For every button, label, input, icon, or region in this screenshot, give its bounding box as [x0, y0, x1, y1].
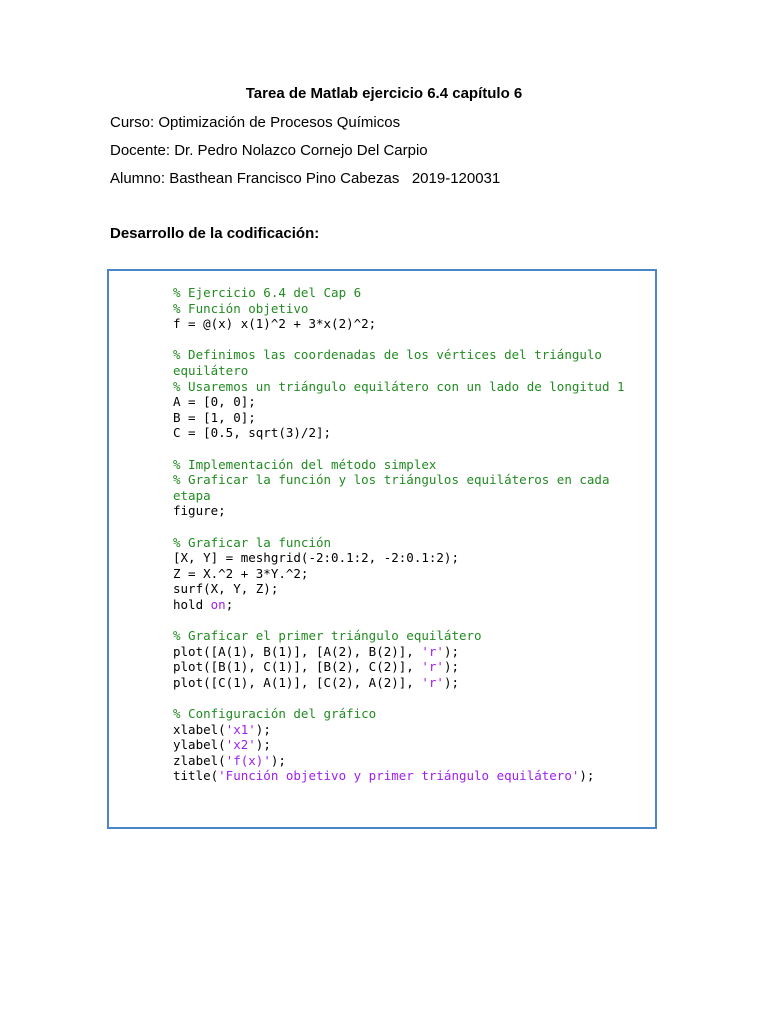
- code-text: title(: [173, 768, 219, 784]
- code-text: C = [0.5, sqrt(3)/2];: [173, 425, 332, 441]
- code-text: hold: [173, 596, 211, 612]
- code-text: xlabel(: [173, 721, 226, 737]
- code-comment: % Graficar la función: [173, 534, 332, 550]
- code-text: figure;: [173, 503, 226, 519]
- code-comment: equilátero: [173, 362, 249, 378]
- student-line: Alumno: Basthean Francisco Pino Cabezas 2019-120031: [110, 170, 501, 187]
- code-line: [173, 737, 625, 753]
- code-text: Z = X.^2 + 3*Y.^2;: [173, 565, 309, 581]
- code-line: [173, 519, 625, 535]
- code-line: [173, 550, 625, 566]
- code-string: 'r': [421, 643, 444, 659]
- code-comment: % Función objetivo: [173, 300, 309, 316]
- code-line: [173, 690, 625, 706]
- code-line: [173, 753, 625, 769]
- code-line: [173, 394, 625, 410]
- code-text: plot([C(1), A(1)], [C(2), A(2)],: [173, 674, 422, 690]
- code-line: [173, 410, 625, 426]
- code-line: [173, 332, 625, 348]
- code-box: [107, 269, 657, 829]
- code-line: [173, 659, 625, 675]
- code-text: plot([A(1), B(1)], [A(2), B(2)],: [173, 643, 422, 659]
- code-line: [173, 612, 625, 628]
- code-text: plot([B(1), C(1)], [B(2), C(2)],: [173, 659, 422, 675]
- code-line: [173, 285, 625, 301]
- code-text: );: [255, 737, 271, 753]
- code-line: [173, 597, 625, 613]
- code-keyword: on: [210, 596, 226, 612]
- code-text: ;: [225, 596, 234, 612]
- code-line: [173, 768, 625, 784]
- code-line: [173, 425, 625, 441]
- code-string: 'r': [421, 659, 444, 675]
- code-comment: % Ejercicio 6.4 del Cap 6: [173, 285, 362, 300]
- code-comment: % Definimos las coordenadas de los vértices del triángulo: [173, 347, 602, 363]
- code-line: [173, 441, 625, 457]
- code-line: [173, 347, 625, 363]
- code-line: [173, 488, 625, 504]
- code-line: [173, 316, 625, 332]
- code-line: [173, 379, 625, 395]
- teacher-line: Docente: Dr. Pedro Nolazco Cornejo Del Carpio: [110, 142, 428, 159]
- code-line: [173, 722, 625, 738]
- code-text: );: [443, 674, 459, 690]
- document-title: Tarea de Matlab ejercicio 6.4 capítulo 6: [245, 85, 523, 102]
- code-line: [173, 566, 625, 582]
- course-line: Curso: Optimización de Procesos Químicos: [110, 114, 401, 131]
- code-line: [173, 644, 625, 660]
- code-line: [173, 581, 625, 597]
- code-line: [173, 628, 625, 644]
- code-line: [173, 706, 625, 722]
- section-heading: Desarrollo de la codificación:: [110, 225, 320, 242]
- code-string: 'x1': [225, 721, 256, 737]
- code-line: [173, 503, 625, 519]
- code-text: );: [443, 643, 459, 659]
- code-line: [173, 301, 625, 317]
- code-text: );: [255, 721, 271, 737]
- code-text: surf(X, Y, Z);: [173, 581, 279, 597]
- code-line: [173, 363, 625, 379]
- code-text: ylabel(: [173, 737, 226, 753]
- code-comment: % Implementación del método simplex: [173, 456, 437, 472]
- code-string: 'x2': [225, 737, 256, 753]
- code-text: [X, Y] = meshgrid(-2:0.1:2, -2:0.1:2);: [173, 550, 459, 566]
- code-comment: % Graficar el primer triángulo equilátero: [173, 628, 482, 644]
- code-line: [173, 472, 625, 488]
- code-text: B = [1, 0];: [173, 409, 256, 425]
- code-comment: % Graficar la función y los triángulos equiláteros en cada: [173, 472, 610, 488]
- code-string: 'f(x)': [225, 752, 271, 768]
- code-text: );: [443, 659, 459, 675]
- code-string: 'Función objetivo y primer triángulo equilátero': [218, 768, 580, 784]
- code-text: zlabel(: [173, 752, 226, 768]
- code-line: [173, 675, 625, 691]
- code-comment: % Usaremos un triángulo equilátero con un lado de longitud 1: [173, 378, 625, 394]
- code-comment: % Configuración del gráfico: [173, 706, 377, 722]
- code-text: f = @(x) x(1)^2 + 3*x(2)^2;: [173, 316, 377, 332]
- code-comment: etapa: [173, 487, 211, 503]
- code-text: );: [579, 768, 595, 784]
- code-text: );: [270, 752, 286, 768]
- code-string: 'r': [421, 674, 444, 690]
- code-text: A = [0, 0];: [173, 394, 256, 410]
- code-block: [173, 285, 625, 784]
- code-line: [173, 457, 625, 473]
- code-line: [173, 535, 625, 551]
